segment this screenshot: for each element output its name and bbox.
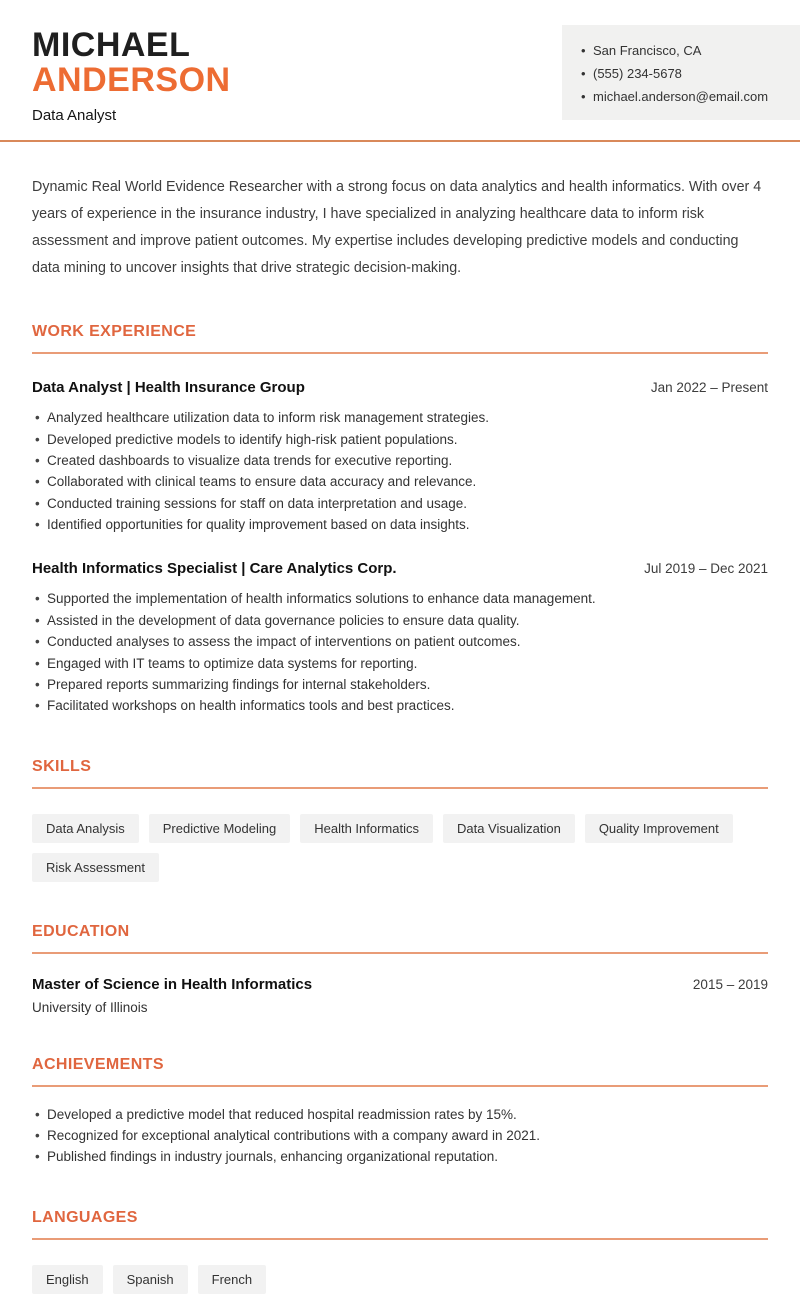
achievement-bullet: • Published findings in industry journals, enhancing organizational reputation. bbox=[32, 1146, 768, 1167]
contact-item: • michael.anderson@email.com bbox=[580, 85, 784, 108]
job-position: Data Analyst | Health Insurance Group bbox=[32, 379, 305, 397]
section-education bbox=[32, 923, 768, 1015]
job-bullet: • Assisted in the development of data governance policies to ensure data quality. bbox=[32, 610, 768, 631]
contact-item: • San Francisco, CA bbox=[580, 39, 784, 62]
degree-title: Master of Science in Health Informatics bbox=[32, 975, 313, 993]
person-name bbox=[32, 28, 231, 98]
last-name: ANDERSON bbox=[32, 61, 231, 100]
skill-chip: Data Visualization bbox=[443, 814, 575, 843]
resume-content bbox=[0, 174, 800, 1294]
job-bullet: • Analyzed healthcare utilization data to inform risk management strategies. bbox=[32, 407, 768, 428]
skills-heading: SKILLS bbox=[32, 758, 768, 789]
skill-chip: Predictive Modeling bbox=[149, 814, 290, 843]
name-block bbox=[32, 25, 231, 124]
job-bullet: • Supported the implementation of health informatics solutions to enhance data management. bbox=[32, 588, 768, 609]
job-entry-1 bbox=[32, 379, 768, 535]
job-bullet: • Identified opportunities for quality improvement based on data insights. bbox=[32, 514, 768, 535]
skill-chip: Health Informatics bbox=[300, 814, 433, 843]
job-bullet-list bbox=[32, 407, 768, 535]
job-bullet: • Engaged with IT teams to optimize data systems for reporting. bbox=[32, 652, 768, 673]
education-heading: EDUCATION bbox=[32, 923, 768, 954]
skill-chip: Risk Assessment bbox=[32, 853, 159, 882]
achievement-bullet: • Developed a predictive model that reduced hospital readmission rates by 15%. bbox=[32, 1104, 768, 1125]
job-bullet: • Prepared reports summarizing findings for internal stakeholders. bbox=[32, 674, 768, 695]
job-header bbox=[32, 560, 768, 577]
contact-item: • (555) 234-5678 bbox=[580, 62, 784, 85]
language-chip: French bbox=[198, 1265, 266, 1294]
job-bullet: • Collaborated with clinical teams to ensure data accuracy and relevance. bbox=[32, 471, 768, 492]
header-divider bbox=[0, 140, 800, 142]
work-experience-heading: WORK EXPERIENCE bbox=[32, 323, 768, 354]
achievements-heading: ACHIEVEMENTS bbox=[32, 1056, 768, 1087]
section-skills bbox=[32, 758, 768, 882]
skills-chip-list bbox=[32, 814, 768, 882]
skill-chip: Data Analysis bbox=[32, 814, 139, 843]
languages-heading: LANGUAGES bbox=[32, 1209, 768, 1240]
education-dates: 2015 – 2019 bbox=[692, 976, 768, 992]
languages-chip-list bbox=[32, 1265, 768, 1294]
job-dates: Jul 2019 – Dec 2021 bbox=[644, 561, 768, 577]
achievement-bullet: • Recognized for exceptional analytical contributions with a company award in 2021. bbox=[32, 1125, 768, 1146]
job-position: Health Informatics Specialist | Care Analytics Corp. bbox=[32, 560, 397, 578]
section-languages bbox=[32, 1209, 768, 1294]
job-bullet: • Facilitated workshops on health informatics tools and best practices. bbox=[32, 695, 768, 716]
language-chip: Spanish bbox=[113, 1265, 188, 1294]
section-work-experience bbox=[32, 323, 768, 717]
job-dates: Jan 2022 – Present bbox=[650, 380, 768, 396]
job-bullet: • Created dashboards to visualize data trends for executive reporting. bbox=[32, 450, 768, 471]
achievements-bullet-list bbox=[32, 1104, 768, 1168]
section-achievements bbox=[32, 1056, 768, 1168]
contact-box bbox=[562, 25, 800, 120]
school-name: University of Illinois bbox=[32, 999, 148, 1015]
job-header bbox=[32, 379, 768, 396]
education-entry bbox=[32, 976, 768, 993]
job-bullet: • Conducted analyses to assess the impact of interventions on patient outcomes. bbox=[32, 631, 768, 652]
language-chip: English bbox=[32, 1265, 103, 1294]
first-name: MICHAEL bbox=[32, 26, 191, 64]
person-job-title: Data Analyst bbox=[32, 107, 117, 125]
summary-text: Dynamic Real World Evidence Researcher with a strong focus on data analytics and health informatics. With over 4 years of experience in the insurance industry, I have specialized in analyzing healthcare data to inform risk assessment and improve patient outcomes. My expertise includes developing predictive models and conducting data mining to uncover insights that drive strategic decision-making. bbox=[32, 179, 762, 277]
job-bullet-list bbox=[32, 588, 768, 716]
job-entry-2 bbox=[32, 560, 768, 716]
resume-header bbox=[0, 0, 800, 124]
job-bullet: • Developed predictive models to identify high-risk patient populations. bbox=[32, 428, 768, 449]
job-bullet: • Conducted training sessions for staff on data interpretation and usage. bbox=[32, 493, 768, 514]
skill-chip: Quality Improvement bbox=[585, 814, 733, 843]
